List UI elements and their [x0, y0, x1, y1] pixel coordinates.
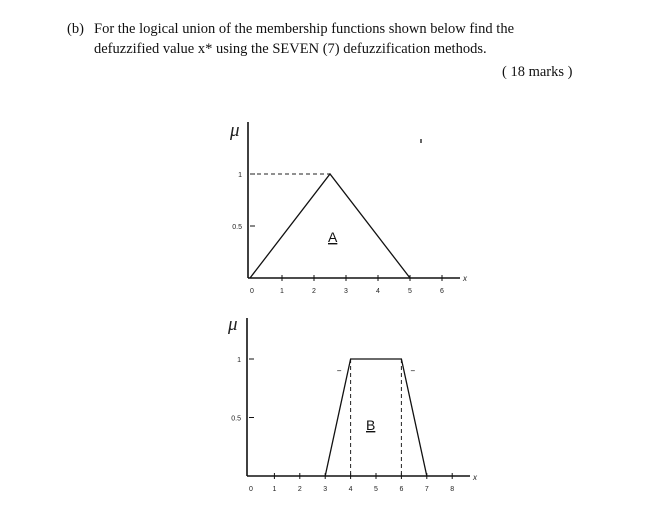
- question-text-line-2: defuzzified value x* using the SEVEN (7) defuzzification methods.: [94, 41, 487, 57]
- x-tick-label: 0: [249, 486, 253, 493]
- chart-b-x-axis-label: x: [473, 473, 477, 482]
- x-tick-label: 2: [297, 486, 302, 493]
- marks-allocation: ( 18 marks ): [502, 64, 573, 80]
- chart-a-set-label: A: [328, 229, 338, 245]
- x-tick-label: 5: [408, 288, 412, 295]
- x-tick-label: 2: [312, 288, 316, 295]
- x-tick-label: 4: [348, 486, 353, 493]
- chart-b-dashed-guides: [337, 359, 415, 476]
- chart-b-set-label: B: [366, 417, 376, 433]
- x-tick-label: 4: [376, 288, 380, 295]
- chart-a-y-tick-labels: [232, 172, 242, 231]
- chart-a: [229, 120, 468, 295]
- chart-b-mu-label: μ: [228, 314, 238, 335]
- chart-b-y-tick-labels: [231, 357, 241, 423]
- chart-b-membership-line: [325, 359, 427, 476]
- x-tick-label: 0: [250, 288, 254, 295]
- chart-b-x-tick-labels: [249, 486, 454, 493]
- y-tick-label: 1: [238, 172, 242, 179]
- question-text-line-1: For the logical union of the membership functions shown below find the: [94, 21, 515, 37]
- chart-a-membership-line: [250, 174, 410, 278]
- x-tick-label: 1: [272, 486, 277, 493]
- x-tick-label: 1: [280, 288, 284, 295]
- x-tick-label: 5: [374, 486, 378, 493]
- chart-b: [227, 314, 478, 493]
- x-tick-label: 6: [399, 486, 404, 493]
- chart-a-ticks: [250, 174, 442, 281]
- chart-a-mu-label: μ: [230, 120, 240, 141]
- x-tick-label: 7: [424, 486, 429, 493]
- x-tick-label: 6: [440, 288, 444, 295]
- x-tick-label: 8: [450, 486, 455, 493]
- y-tick-label: 1: [237, 357, 241, 364]
- chart-a-x-tick-labels: [250, 288, 444, 295]
- x-tick-label: 3: [344, 288, 348, 295]
- chart-a-x-axis-label: x: [463, 274, 467, 283]
- x-tick-label: 3: [323, 486, 328, 493]
- y-tick-label: 0.5: [232, 224, 242, 231]
- y-tick-label: 0.5: [231, 415, 241, 423]
- question-label: (b): [67, 21, 84, 37]
